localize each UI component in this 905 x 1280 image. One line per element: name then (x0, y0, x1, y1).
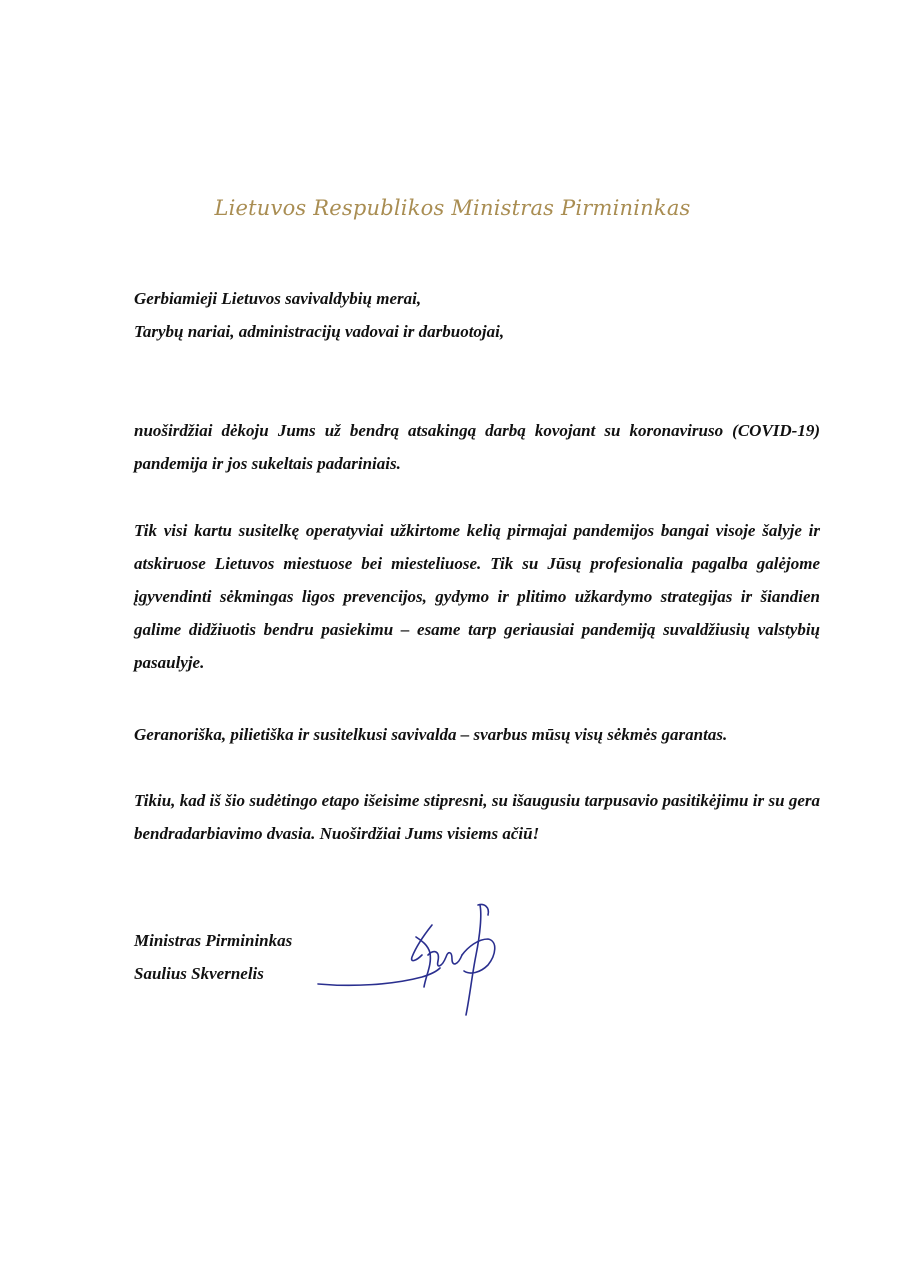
salutation-line-2: Tarybų nariai, administracijų vadovai ir darbuotojai, (134, 322, 505, 341)
salutation (134, 282, 814, 348)
letterhead-title: Lietuvos Respublikos Ministras Pirmininkas (214, 196, 691, 220)
body-paragraph-4: Tikiu, kad iš šio sudėtingo etapo išeisime stipresni, su išaugusiu tarpusavio pasitikėjimu ir su gera bendradarbiavimo dvasia. Nuoširdžiai Jums visiems ačiū! (134, 791, 820, 843)
handwritten-signature (312, 895, 522, 1020)
body-paragraph-3: Geranoriška, pilietiška ir susitelkusi savivalda – svarbus mūsų visų sėkmės garantas. (134, 725, 728, 744)
body-paragraph-2: Tik visi kartu susitelkę operatyviai užkirtome kelią pirmajai pandemijos bangai visoje šalyje ir atskiruose Lietuvos miestuose bei miesteliuose. Tik su Jūsų profesionalia pagalba galėjome įgyvendinti sėkmingas ligos prevencijos, gydymo ir plitimo užkardymo strategijas ir šiandien galime didžiuotis bendru pasiekimu – esame tarp geriausiai pandemiją suvaldžiusių valstybių pasaulyje. (134, 521, 820, 672)
signatory-role: Ministras Pirmininkas (134, 931, 293, 950)
signatory-name: Saulius Skvernelis (134, 964, 264, 983)
salutation-line-1: Gerbiamieji Lietuvos savivaldybių merai, (134, 289, 422, 308)
signature-block (134, 924, 292, 990)
body-paragraph-1: nuoširdžiai dėkoju Jums už bendrą atsakingą darbą kovojant su koronaviruso (COVID-19) pandemija ir jos sukeltais padariniais. (134, 421, 820, 473)
